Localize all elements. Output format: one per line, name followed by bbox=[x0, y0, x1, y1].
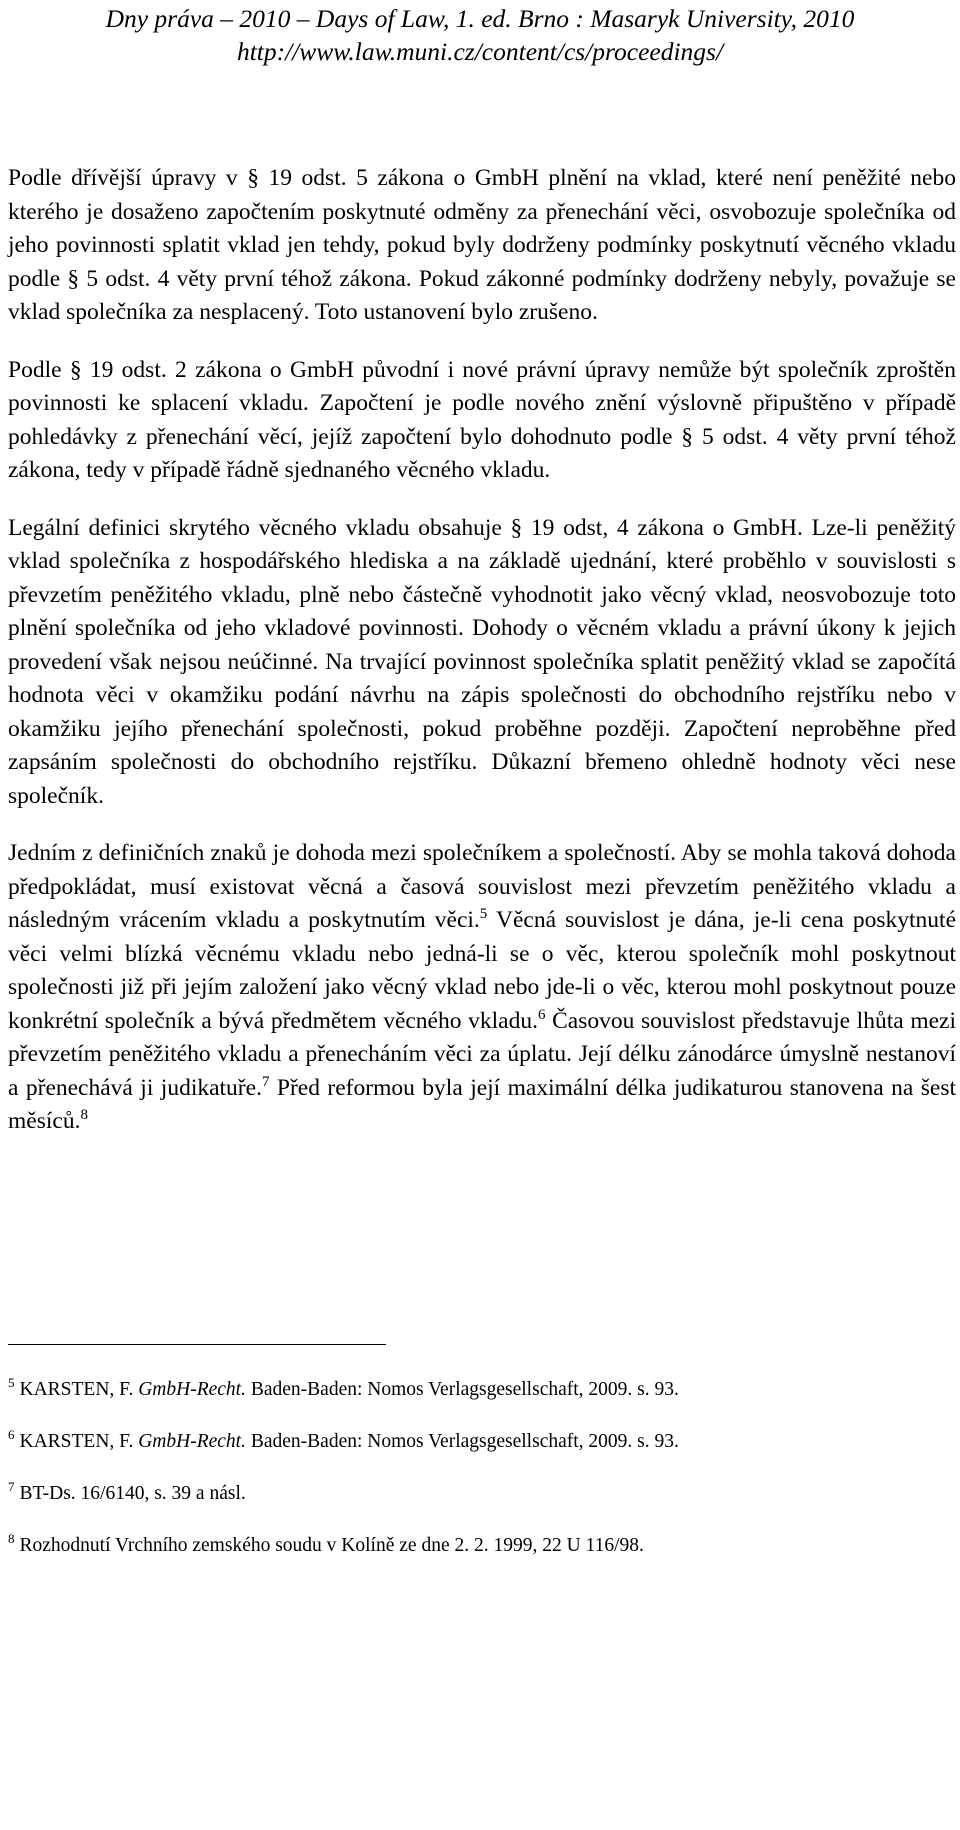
footnote-title: GmbH-Recht. bbox=[138, 1431, 246, 1452]
paragraph-4-part-2: Věcná souvislost je dána, je-li cena poskytnuté věci velmi blízká věcnému vkladu nebo jedná-li se o věc, kterou společník mohl poskytnout společnosti již při jejím založení jako věcný vklad nebo jde-li o věc, kterou mohl poskytnout pouze konkrétní společník a bývá předmětem věcného vkladu. bbox=[8, 907, 957, 1034]
footnote-number: 5 bbox=[8, 1375, 15, 1390]
footnote-number: 6 bbox=[8, 1427, 15, 1442]
footnote-number: 7 bbox=[8, 1479, 15, 1494]
paragraph-4 bbox=[8, 837, 956, 1139]
footnote-separator bbox=[8, 1344, 386, 1345]
footnote-ref-5[interactable]: 5 bbox=[479, 906, 488, 922]
header-url: http://www.law.muni.cz/content/cs/proceedings/ bbox=[236, 37, 724, 66]
footnote-7 bbox=[8, 1480, 956, 1508]
footnote-citation: Baden-Baden: Nomos Verlagsgesellschaft, 2009. s. 93. bbox=[245, 1431, 679, 1452]
main-text bbox=[8, 162, 956, 1139]
footnote-8 bbox=[8, 1532, 956, 1560]
paragraph-4-part-4: Před reformou byla její maximální délka judikaturou stanovena na šest měsíců. bbox=[8, 1074, 957, 1134]
page-header bbox=[0, 2, 960, 68]
footnotes bbox=[8, 1376, 956, 1584]
footnote-author: KARSTEN, F. bbox=[19, 1431, 139, 1452]
footnote-author: KARSTEN, F. bbox=[19, 1379, 139, 1400]
paragraph-3: Legální definici skrytého věcného vkladu obsahuje § 19 odst, 4 zákona o GmbH. Lze-li peněžitý vklad společníka z hospodářského hlediska a na základě ujednání, které proběhlo v souvislosti s převzetím peněžitého vkladu, plně nebo částečně vyhodnotit jako věcný vklad, neosvobozuje toto plnění společníka od jeho vkladové povinnosti. Dohody o věcném vkladu a právní úkony k jejich provedení však nejsou neúčinné. Na trvající povinnost společníka splatit peněžitý vklad se započítá hodnota věci v okamžiku podání návrhu na zápis společnosti do obchodního rejstříku nebo v okamžiku jejího přenechání společnosti, pokud proběhne později. Započtení neproběhne před zapsáním společnosti do obchodního rejstříku. Důkazní břemeno ohledně hodnoty věci nese společník. bbox=[8, 514, 956, 809]
footnote-ref-7[interactable]: 7 bbox=[261, 1073, 270, 1090]
footnote-number: 8 bbox=[8, 1531, 15, 1546]
footnote-text: BT-Ds. 16/6140, s. 39 a násl. bbox=[19, 1483, 246, 1504]
paragraph-2: Podle § 19 odst. 2 zákona o GmbH původní i nové právní úpravy nemůže být společník zproštěn povinnosti ke splacení vkladu. Započtení je podle nového znění výslovně připuštěno v případě pohledávky z přenechání věcí, jejíž započtení bylo dohodnuto podle § 5 odst. 4 věty první téhož zákona, tedy v případě řádně sjednaného věcného vkladu. bbox=[8, 356, 956, 483]
paragraph-1: Podle dřívější úpravy v § 19 odst. 5 zákona o GmbH plnění na vklad, které není peněžité nebo kterého je dosaženo započtením poskytnuté odměny za přenechání věci, osvobozuje společníka od jeho povinnosti splatit vklad jen tehdy, pokud byly dodrženy podmínky poskytnutí věcného vkladu podle § 5 odst. 4 věty první téhož zákona. Pokud zákonné podmínky dodrženy nebyly, považuje se vklad společníka za nesplacený. Toto ustanovení bylo zrušeno. bbox=[8, 165, 956, 325]
footnote-citation: Baden-Baden: Nomos Verlagsgesellschaft, 2009. s. 93. bbox=[245, 1379, 679, 1400]
footnote-5 bbox=[8, 1376, 956, 1404]
paragraph-4-part-3: Časovou souvislost představuje lhůta mezi převzetím peněžitého vkladu a přenecháním věci za úplatu. Její délku zánodárce úmyslně nestanoví a přenechává ji judikatuře. bbox=[8, 1007, 956, 1101]
header-publication-line: Dny práva – 2010 – Days of Law, 1. ed. Brno : Masaryk University, 2010 bbox=[105, 4, 855, 33]
paragraph-4-part-1: Jedním z definičních znaků je dohoda mezi společníkem a společností. Aby se mohla taková dohoda předpokládat, musí existovat věcná a časová souvislost mezi převzetím peněžitého vkladu a následným vrácením vkladu a poskytnutím věci. bbox=[8, 840, 956, 933]
footnote-title: GmbH-Recht. bbox=[138, 1379, 246, 1400]
footnote-text: Rozhodnutí Vrchního zemského soudu v Kolíně ze dne 2. 2. 1999, 22 U 116/98. bbox=[19, 1535, 644, 1556]
footnote-6 bbox=[8, 1428, 956, 1456]
footnote-ref-8[interactable]: 8 bbox=[80, 1107, 88, 1123]
footnote-ref-6[interactable]: 6 bbox=[537, 1006, 546, 1023]
